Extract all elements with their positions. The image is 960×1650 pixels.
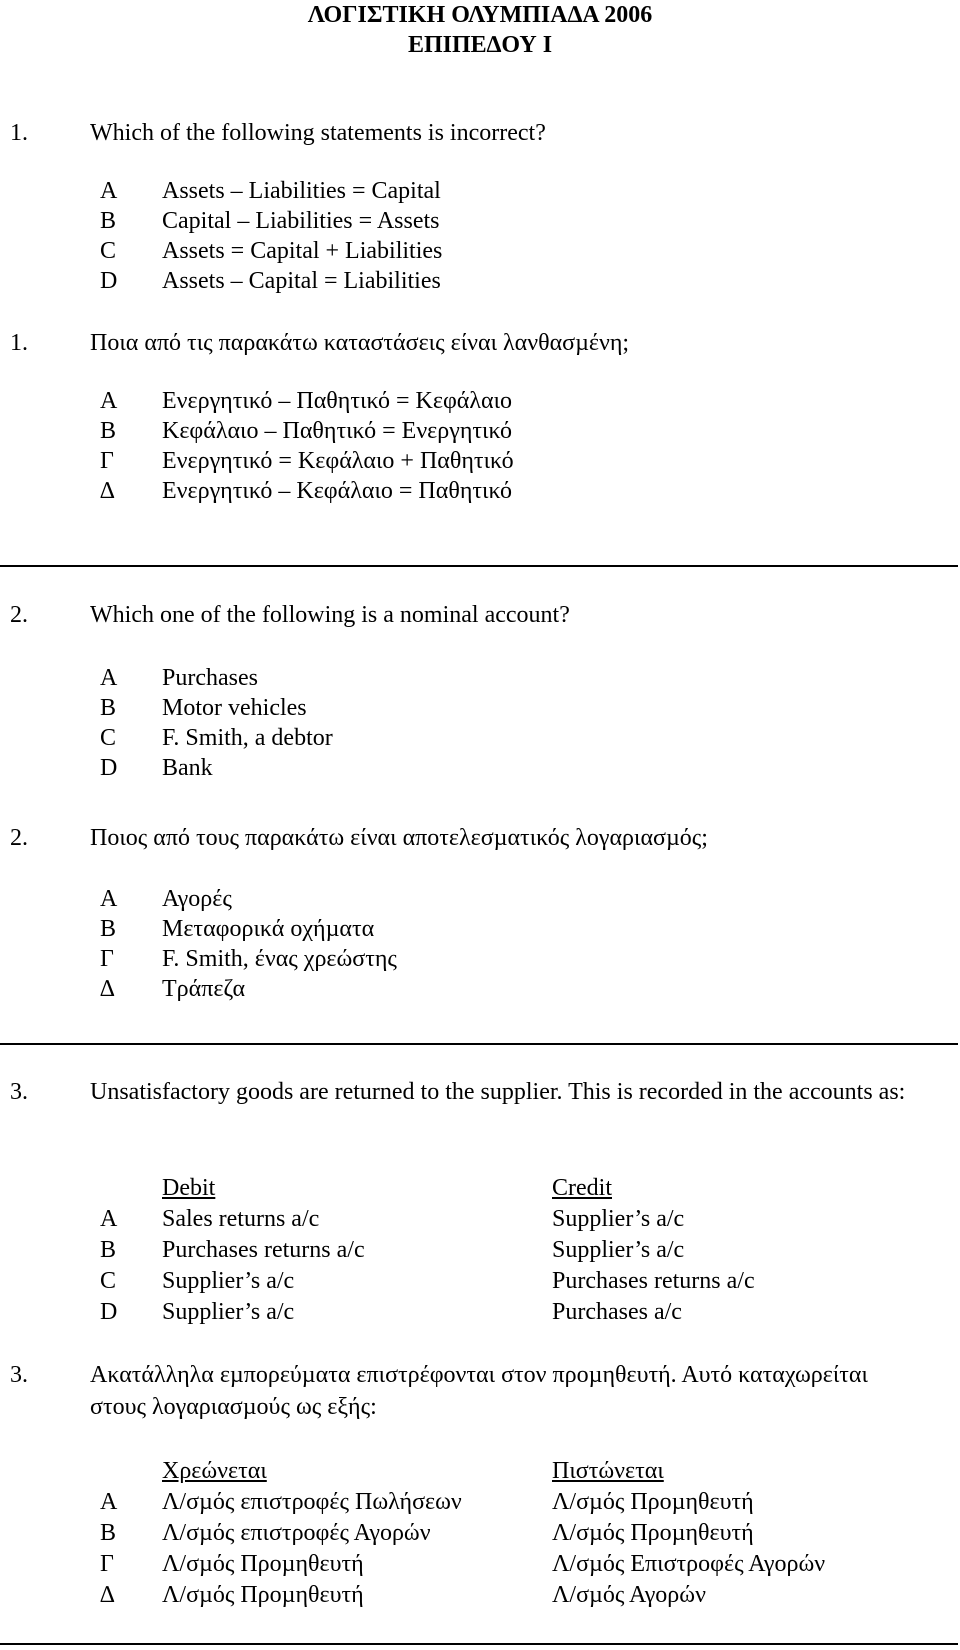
option-text: Τράπεζα (162, 976, 246, 1002)
option-letter: ∆ (100, 976, 115, 1002)
option-letter: D (100, 268, 118, 294)
section-divider (0, 1643, 958, 1645)
option-credit: Λ/σµός Προµηθευτή (552, 1520, 754, 1546)
question-number: 2. (10, 825, 28, 851)
question-text: Unsatisfactory goods are returned to the supplier. This is recorded in the accounts as: (90, 1079, 906, 1105)
question-text: Which of the following statements is incorrect? (90, 120, 546, 146)
option-credit: Purchases a/c (552, 1299, 682, 1325)
page-subtitle: ΕΠΙΠΕ∆ΟΥ Ι (407, 32, 553, 58)
question-number: 2. (10, 602, 28, 628)
option-letter: A (100, 178, 118, 204)
option-credit: Supplier’s a/c (552, 1206, 685, 1232)
option-letter: Γ (100, 1551, 114, 1577)
option-text: Ενεργητικό = Κεφάλαιο + Παθητικό (162, 448, 514, 474)
option-letter: B (100, 208, 117, 234)
question-text: Which one of the following is a nominal account? (90, 602, 570, 628)
option-debit: Λ/σµός επιστροφές Αγορών (162, 1520, 431, 1546)
option-text: Ενεργητικό – Παθητικό = Κεφάλαιο (162, 388, 513, 414)
option-text: Bank (162, 755, 213, 781)
section-divider (0, 565, 958, 567)
option-text: F. Smith, ένας χρεώστης (162, 946, 397, 972)
question-number: 3. (10, 1362, 28, 1388)
option-letter: C (100, 1268, 117, 1294)
option-letter: D (100, 1299, 118, 1325)
option-letter: Α (100, 1489, 118, 1515)
question-text: Ακατάλληλα εµπορεύµατα επιστρέφονται στον προµηθευτή. Αυτό καταχωρείται στους λογαριασµούς ως εξής: (90, 1362, 868, 1420)
column-header-debit: Debit (162, 1175, 216, 1201)
column-header-debit: Χρεώνεται (162, 1458, 267, 1484)
option-letter: Α (100, 388, 118, 414)
option-text: Ενεργητικό – Κεφάλαιο = Παθητικό (162, 478, 513, 504)
column-header-credit: Πιστώνεται (552, 1458, 664, 1484)
option-text: Μεταφορικά οχήµατα (162, 916, 375, 942)
page-title: ΛΟΓΙΣΤΙΚΗ ΟΛΥΜΠΙΑ∆Α 2006 (307, 2, 653, 28)
option-debit: Sales returns a/c (162, 1206, 320, 1232)
option-text: Purchases (162, 665, 258, 691)
question-number: 1. (10, 330, 28, 356)
section-divider (0, 1043, 958, 1045)
option-letter: C (100, 238, 117, 264)
option-letter: A (100, 1206, 118, 1232)
option-letter: Β (100, 1520, 117, 1546)
option-credit: Purchases returns a/c (552, 1268, 755, 1294)
option-letter: C (100, 725, 117, 751)
question-number: 1. (10, 120, 28, 146)
option-debit: Supplier’s a/c (162, 1268, 295, 1294)
option-text: Assets – Liabilities = Capital (162, 178, 441, 204)
option-letter: ∆ (100, 1582, 115, 1608)
option-letter: Γ (100, 946, 114, 972)
option-letter: Γ (100, 448, 114, 474)
option-debit: Λ/σµός Προµηθευτή (162, 1551, 364, 1577)
option-text: Κεφάλαιο – Παθητικό = Ενεργητικό (162, 418, 513, 444)
question-text: Ποιος από τους παρακάτω είναι αποτελεσµατικός λογαριασµός; (90, 825, 708, 851)
question-number: 3. (10, 1079, 28, 1105)
column-header-credit: Credit (552, 1175, 612, 1201)
option-debit: Λ/σµός Προµηθευτή (162, 1582, 364, 1608)
option-letter: B (100, 695, 117, 721)
option-credit: Λ/σµός Επιστροφές Αγορών (552, 1551, 826, 1577)
option-letter: B (100, 1237, 117, 1263)
option-text: F. Smith, a debtor (162, 725, 333, 751)
option-letter: Β (100, 418, 117, 444)
option-letter: Β (100, 916, 117, 942)
question-text: Ποια από τις παρακάτω καταστάσεις είναι λανθασµένη; (90, 330, 630, 356)
option-text: Αγορές (162, 886, 232, 912)
option-debit: Λ/σµός επιστροφές Πωλήσεων (162, 1489, 462, 1515)
option-letter: ∆ (100, 478, 115, 504)
option-text: Motor vehicles (162, 695, 307, 721)
option-debit: Purchases returns a/c (162, 1237, 365, 1263)
option-text: Capital – Liabilities = Assets (162, 208, 440, 234)
option-credit: Λ/σµός Αγορών (552, 1582, 706, 1608)
option-credit: Supplier’s a/c (552, 1237, 685, 1263)
option-text: Assets – Capital = Liabilities (162, 268, 441, 294)
option-debit: Supplier’s a/c (162, 1299, 295, 1325)
option-letter: A (100, 665, 118, 691)
option-text: Assets = Capital + Liabilities (162, 238, 443, 264)
option-letter: D (100, 755, 118, 781)
option-credit: Λ/σµός Προµηθευτή (552, 1489, 754, 1515)
option-letter: Α (100, 886, 118, 912)
